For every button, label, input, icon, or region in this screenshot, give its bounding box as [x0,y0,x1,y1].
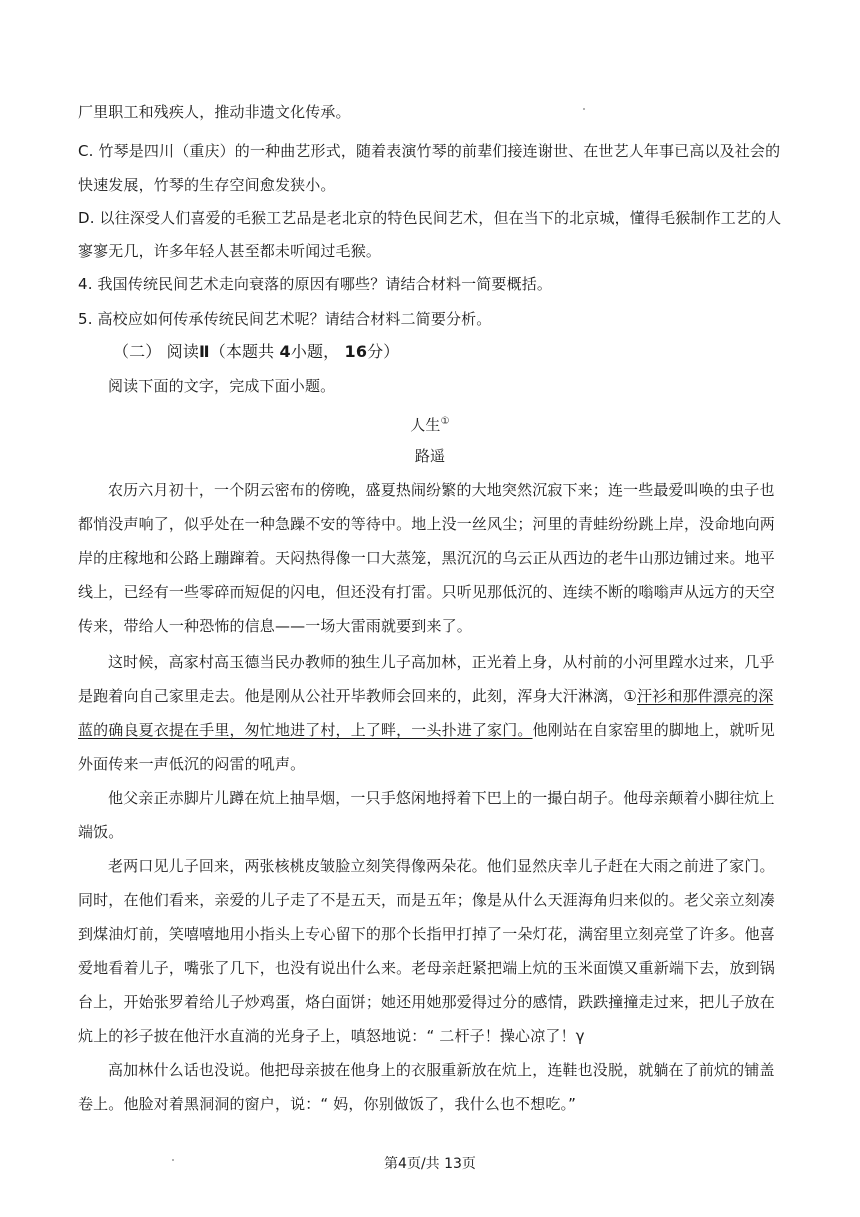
option-c-line-2: 快速发展，竹琴的生存空间愈发狭小。 [78,176,336,194]
paragraph-line: 老两口见儿子回来，两张核桃皮皱脸立刻笑得像两朵花。他们显然庆幸儿子赶在大雨之前进了家门。 [108,857,775,875]
paragraph-line: 岸的庄稼地和公路上蹦蹿着。天闷热得像一口大蒸笼，黑沉沉的乌云正从西边的老牛山那边铺过来。地平 [78,549,775,567]
paragraph-line: 外面传来一声低沉的闷雷的吼声。 [78,755,306,773]
paragraph-line: 高加林什么话也没说。他把母亲披在他身上的衣服重新放在炕上，连鞋也没脱，就躺在了前炕的铺盖 [108,1061,775,1079]
paragraph-line: 到煤油灯前，笑嘻嘻地用小指头上专心留下的那个长指甲打掉了一朵灯花，满窑里立刻亮堂了许多。他喜 [78,925,775,943]
text-line: 厂里职工和残疾人，推动非遗文化传承。 [78,103,351,121]
question-4: 4. 我国传统民间艺术走向衰落的原因有哪些？请结合材料一简要概括。 [78,275,553,293]
section-heading: （二） 阅读Ⅱ（本题共 4小题， 16分） [113,342,400,361]
footnote-marker: ① [440,416,450,427]
paragraph-line: 是跑着向自己家里走去。他是刚从公社开毕教师会回来的，此刻，浑身大汗淋漓，①汗衫和那件漂亮的深 [78,687,774,705]
article-author: 路遥 [414,447,446,465]
paragraph-line: 台上，开始张罗着给儿子炒鸡蛋，烙白面饼；她还用她那爱得过分的感情，跌跌撞撞走过来，把儿子放在 [78,993,775,1011]
option-c-line-1: C. 竹琴是四川（重庆）的一种曲艺形式，随着表演竹琴的前辈们接连谢世、在世艺人年事已高以及社会的 [78,142,781,160]
paragraph-line: 炕上的衫子披在他汗水直淌的光身子上，嗔怒地说：“ 二杆子！操心凉了！γ [78,1027,585,1045]
paragraph-line: 同时，在他们看来，亲爱的儿子走了不是五天，而是五年；像是从什么天涯海角归来似的。老父亲立刻凑 [78,891,775,909]
article-title: 人生① [410,416,450,434]
paragraph-line: 都悄没声响了，似乎处在一种急躁不安的等待中。地上没一丝风尘；河里的青蛙纷纷跳上岸，没命地向两 [78,515,775,533]
paragraph-line: 传来，带给人一种恐怖的信息——一场大雷雨就要到来了。 [78,617,472,635]
paragraph-line: 卷上。他脸对着黑洞洞的窗户，说：“ 妈，你别做饭了，我什么也不想吃。” [78,1095,577,1113]
scan-speck [172,1159,174,1161]
paragraph-line: 端饭。 [78,823,124,841]
paragraph-line: 爱地看着儿子，嘴张了几下，也没有说出什么来。老母亲赶紧把端上炕的玉米面馍又重新端下去，放到锅 [78,959,775,977]
question-5: 5. 高校应如何传承传统民间艺术呢？请结合材料二简要分析。 [78,310,492,328]
reading-instruction: 阅读下面的文字，完成下面小题。 [108,377,336,395]
page-footer: 第4页/共 13页 [384,1156,476,1172]
paragraph-line: 蓝的确良夏衣提在手里，匆忙地进了村，上了畔，一头扑进了家门。他刚站在自家窑里的脚地上，就听见 [78,721,775,739]
paragraph-line: 他父亲正赤脚片儿蹲在炕上抽旱烟，一只手悠闲地捋着下巴上的一撮白胡子。他母亲颠着小脚往炕上 [108,789,775,807]
option-d-line-2: 寥寥无几，许多年轻人甚至都未听闻过毛猴。 [78,242,382,260]
scan-speck [583,108,585,110]
paragraph-line: 线上，已经有一些零碎而短促的闪电，但还没有打雷。只听见那低沉的、连续不断的嗡嗡声从远方的天空 [78,583,775,601]
underlined-sentence: 蓝的确良夏衣提在手里，匆忙地进了村，上了畔，一头扑进了家门。 [78,721,533,739]
paragraph-line: 这时候，高家村高玉德当民办教师的独生儿子高加林，正光着上身，从村前的小河里蹚水过来，几乎 [108,653,775,671]
option-d-line-1: D. 以往深受人们喜爱的毛猴工艺品是老北京的特色民间艺术，但在当下的北京城，懂得毛猴制作工艺的人 [78,209,782,227]
underlined-sentence: 汗衫和那件漂亮的深 [637,687,774,705]
paragraph-line: 农历六月初十，一个阴云密布的傍晚，盛夏热闹纷繁的大地突然沉寂下来；连一些最爱叫唤的虫子也 [108,481,775,499]
